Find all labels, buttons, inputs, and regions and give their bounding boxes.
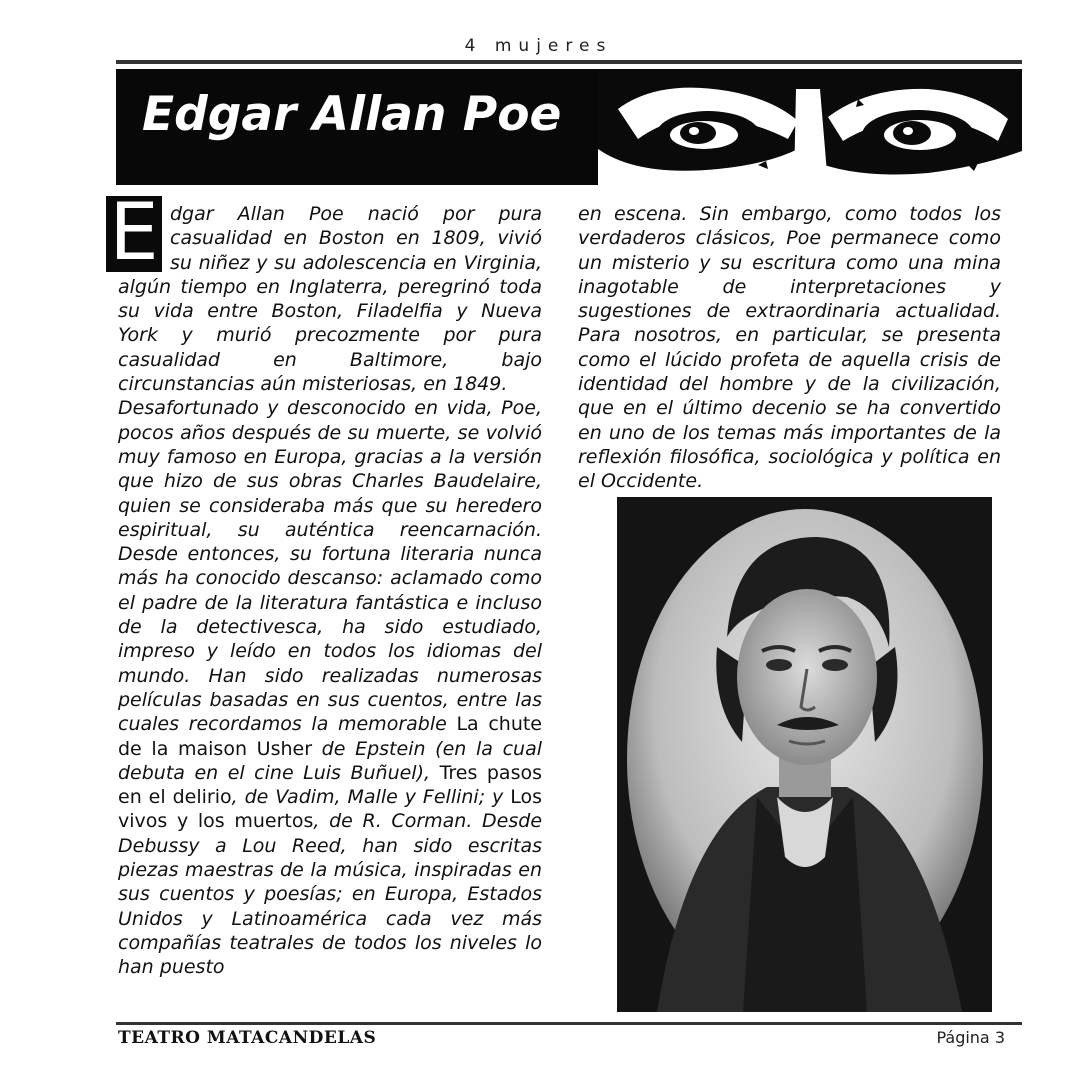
film-title: Los vivos y los muertos [118, 786, 543, 833]
page-number: Página 3 [936, 1028, 1005, 1047]
publisher-name: TEATRO MATACANDELAS [118, 1028, 377, 1048]
top-divider [116, 60, 1022, 64]
paragraph-2: Desafortunado y desconocido en vida, Poe, pocos años después de su muerte, se volvió muy famoso en Europa, gracias a la versión que hizo de sus obras Charles Baudelaire, quien se consideraba más que su heredero espiritual, su auténtica reencarnación. Desde entonces, su fortuna literaria nunca más ha conocido descanso: aclamado como el padre de la literatura fantástica e incluso de la detectivesca, ha sido estudiado, impreso y leído en todos los idiomas del mundo. Han sido realizadas numerosas películas basadas en sus cuentos, entre las cuales recordamos la memorable La chute de la maison Usher de Epstein (en la cual debuta en el cine Luis Buñuel), Tres pasos en el delirio, de Vadim, Malle y Fellini; y Los vivos y los muertos, de R. Corman. Desde Debussy a Lou Reed, han sido escritas piezas maestras de la música, inspiradas en sus cuentos y poesías; en Europa, Estados Unidos y Latinoamérica cada vez más compañías teatrales de todos los niveles lo han puesto [118, 397, 543, 979]
title-banner [116, 69, 1022, 185]
article-title: Edgar Allan Poe [142, 87, 562, 142]
drop-cap: E [106, 196, 162, 272]
bottom-divider [116, 1022, 1022, 1025]
portrait-photo [617, 497, 992, 1012]
article-column-right [578, 202, 1001, 494]
eyes-image [598, 69, 1022, 185]
film-title: La chute de la maison Usher [118, 713, 542, 760]
section-label: 4 mujeres [464, 36, 613, 56]
paragraph-3: en escena. Sin embargo, como todos los verdaderos clásicos, Poe permanece como un misterio y su escritura como una mina inagotable de interpretaciones y sugestiones de extraordinaria actualidad. Para nosotros, en particular, se presenta como el lúcido profeta de aquella crisis de identidad del hombre y de la civilización, que en el último decenio se ha convertido en uno de los temas más importantes de la reflexión filosófica, sociológica y política en el Occidente. [578, 203, 1001, 493]
film-title: Tres pasos en el delirio [118, 761, 542, 809]
article-column-left [109, 188, 543, 980]
paragraph-1: dgar Allan Poe nació por pura casualidad en Boston en 1809, vivió su niñez y su adolescencia en Virginia, algún tiempo en Inglaterra, peregrinó toda su vida entre Boston, Filadelfia y Nueva York y murió precozmente por pura casualidad en Baltimore, bajo circunstancias aún misteriosas, en 1849. [118, 203, 542, 396]
